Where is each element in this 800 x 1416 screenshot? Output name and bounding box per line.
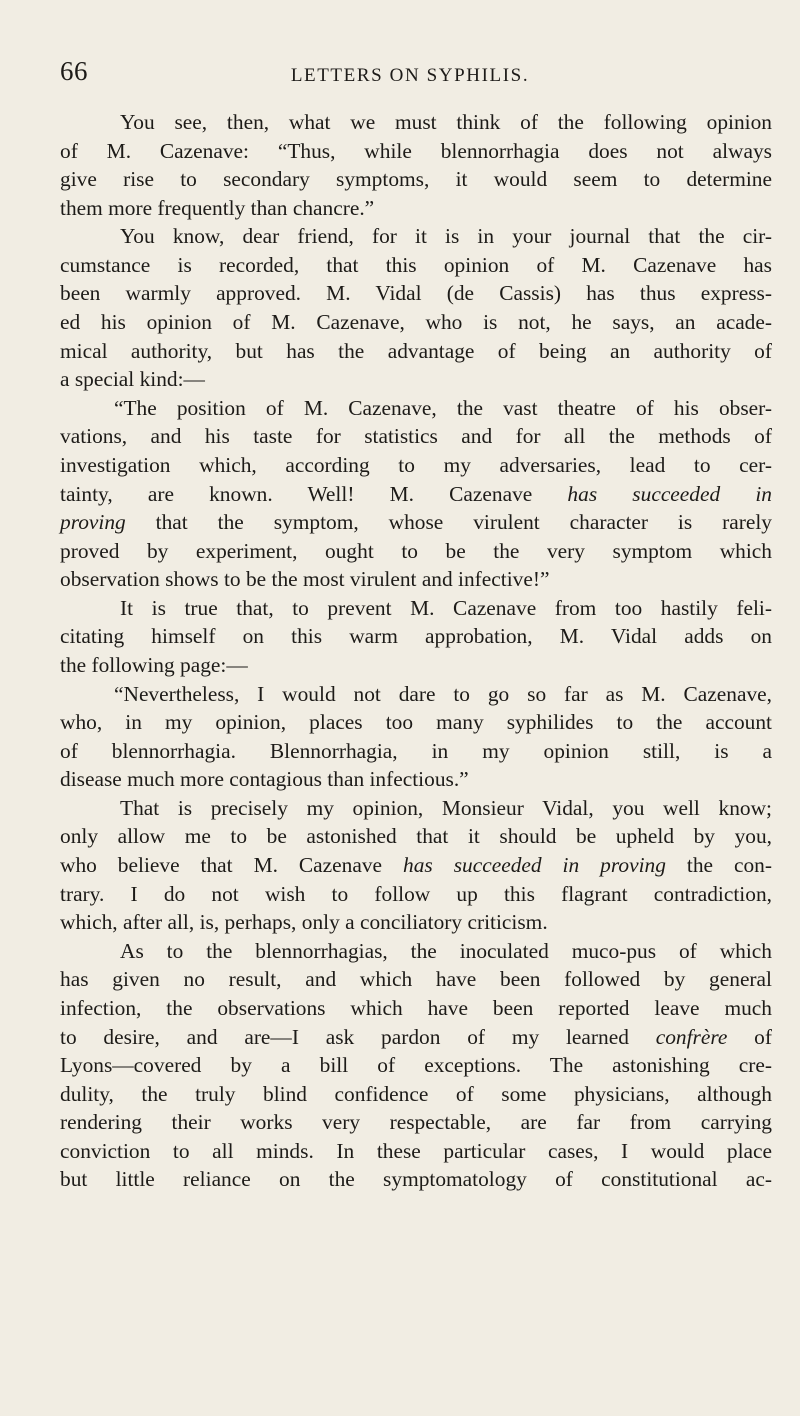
- text-segment: It is true that, to prevent M. Cazenave from too hastily feli-: [120, 595, 772, 620]
- text-segment: “The position of M. Cazenave, the vast theatre of his obser-: [114, 395, 772, 420]
- text-line: [60, 108, 772, 137]
- text-segment: You know, dear friend, for it is in your journal that the cir-: [120, 224, 772, 249]
- text-line: [60, 422, 772, 451]
- text-segment: that the symptom, whose virulent character is rarely: [125, 510, 772, 535]
- text-line: [60, 1023, 772, 1052]
- text-line: [60, 308, 772, 337]
- text-line: [60, 194, 772, 223]
- text-segment: observation shows to be the most virulent and infective!”: [60, 567, 550, 592]
- text-line: [60, 737, 772, 766]
- body-text: [60, 108, 772, 1194]
- text-segment: “Nevertheless, I would not dare to go so far as M. Cazenave,: [114, 681, 772, 706]
- text-line: [60, 822, 772, 851]
- text-segment: rendering their works very respectable, are far from carrying: [60, 1110, 772, 1135]
- text-segment: trary. I do not wish to follow up this flagrant contradiction,: [60, 881, 772, 906]
- text-line: [60, 765, 772, 794]
- text-segment: citating himself on this warm approbation, M. Vidal adds on: [60, 624, 772, 649]
- text-line: [60, 451, 772, 480]
- text-line: [60, 480, 772, 509]
- running-title: LETTERS ON SYPHILIS.: [290, 65, 530, 86]
- text-line: [60, 279, 772, 308]
- text-segment: the following page:—: [60, 652, 248, 677]
- text-segment: ed his opinion of M. Cazenave, who is not, he says, an acade-: [60, 310, 772, 335]
- text-segment: proved by experiment, ought to be the very symptom which: [60, 538, 772, 563]
- text-segment: the con-: [665, 853, 772, 878]
- text-segment: only allow me to be astonished that it should be upheld by you,: [60, 824, 772, 849]
- text-segment: to desire, and are—I ask pardon of my learned: [60, 1024, 656, 1049]
- text-line: [60, 165, 772, 194]
- text-line: [60, 251, 772, 280]
- text-segment: of blennorrhagia. Blennorrhagia, in my opinion still, is a: [60, 738, 772, 763]
- text-line: [60, 937, 772, 966]
- text-segment: conviction to all minds. In these particular cases, I would place: [60, 1138, 772, 1163]
- text-segment: been warmly approved. M. Vidal (de Cassis) has thus express-: [60, 281, 772, 306]
- text-line: [60, 1108, 772, 1137]
- text-segment: disease much more contagious than infectious.”: [60, 767, 469, 792]
- text-segment: of: [727, 1024, 772, 1049]
- text-line: [60, 365, 772, 394]
- text-segment: of M. Cazenave: “Thus, while blennorrhagia does not always: [60, 138, 772, 163]
- text-line: [60, 622, 772, 651]
- text-segment: cumstance is recorded, that this opinion of M. Cazenave has: [60, 252, 772, 277]
- text-segment: tainty, are known. Well! M. Cazenave: [60, 481, 568, 506]
- italic-text: has succeeded in proving: [403, 853, 666, 878]
- text-segment: As to the blennorrhagias, the inoculated muco-pus of which: [120, 938, 772, 963]
- text-segment: mical authority, but has the advantage of being an authority of: [60, 338, 772, 363]
- text-segment: You see, then, what we must think of the following opinion: [120, 110, 772, 134]
- text-segment: a special kind:—: [60, 367, 205, 392]
- text-line: [60, 537, 772, 566]
- text-line: [60, 651, 772, 680]
- text-segment: has given no result, and which have been followed by general: [60, 967, 772, 992]
- page-header: [60, 56, 760, 96]
- text-line: [60, 680, 772, 709]
- text-line: [60, 222, 772, 251]
- text-segment: vations, and his taste for statistics and for all the methods of: [60, 424, 772, 449]
- text-line: [60, 880, 772, 909]
- text-line: [60, 908, 772, 937]
- text-segment: investigation which, according to my adversaries, lead to cer-: [60, 452, 772, 477]
- text-segment: That is precisely my opinion, Monsieur Vidal, you well know;: [120, 795, 772, 820]
- text-line: [60, 394, 772, 423]
- text-line: [60, 1051, 772, 1080]
- text-segment: infection, the observations which have been reported leave much: [60, 995, 772, 1020]
- text-segment: dulity, the truly blind confidence of some physicians, although: [60, 1081, 772, 1106]
- text-segment: who believe that M. Cazenave: [60, 853, 404, 878]
- text-segment: give rise to secondary symptoms, it would seem to determine: [60, 167, 772, 192]
- text-line: [60, 565, 772, 594]
- text-line: [60, 508, 772, 537]
- text-line: [60, 1080, 772, 1109]
- text-line: [60, 137, 772, 166]
- page-number: 66: [60, 56, 88, 86]
- text-line: [60, 1165, 772, 1194]
- text-segment: Lyons—covered by a bill of exceptions. The astonishing cre-: [60, 1053, 772, 1078]
- text-segment: who, in my opinion, places too many syphilides to the account: [60, 710, 772, 735]
- text-line: [60, 851, 772, 880]
- text-line: [60, 965, 772, 994]
- text-segment: them more frequently than chancre.”: [60, 195, 375, 220]
- text-line: [60, 994, 772, 1023]
- italic-text: confrère: [655, 1024, 728, 1049]
- text-line: [60, 794, 772, 823]
- italic-text: proving: [60, 510, 126, 535]
- text-line: [60, 708, 772, 737]
- text-segment: which, after all, is, perhaps, only a conciliatory criticism.: [60, 910, 548, 935]
- text-segment: but little reliance on the symptomatology of constitutional ac-: [60, 1167, 772, 1192]
- text-line: [60, 594, 772, 623]
- text-line: [60, 337, 772, 366]
- text-line: [60, 1137, 772, 1166]
- italic-text: has succeeded in: [567, 481, 772, 506]
